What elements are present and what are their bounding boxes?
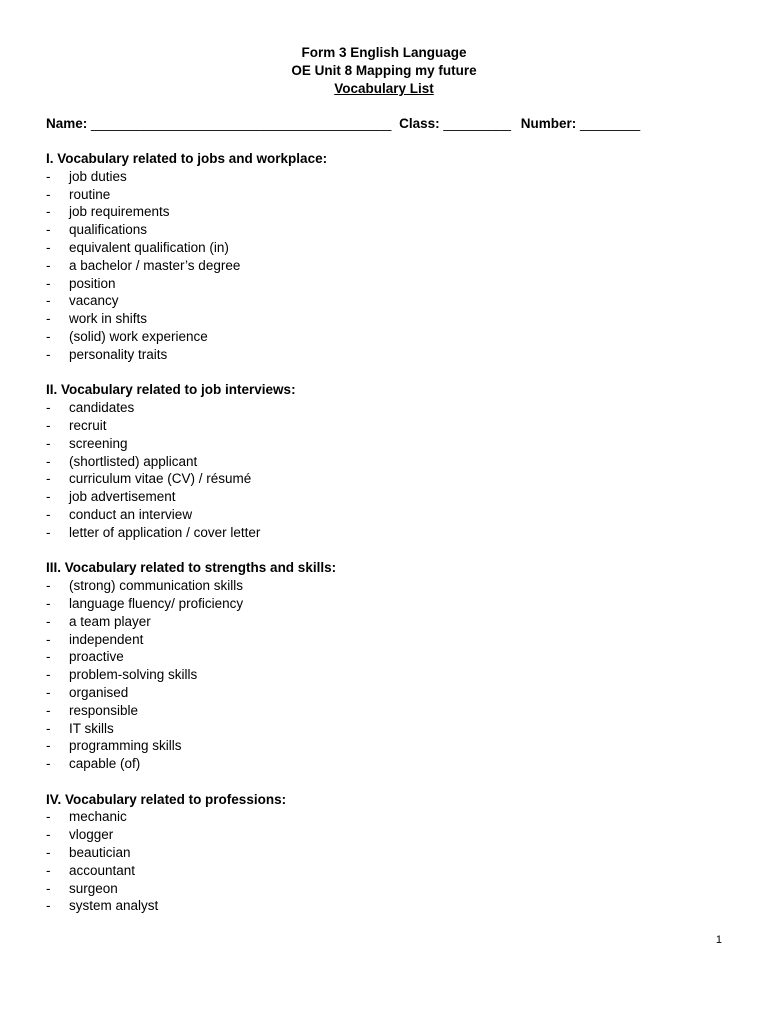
list-item bbox=[46, 292, 726, 310]
list-item bbox=[46, 577, 726, 595]
list-item bbox=[46, 702, 726, 720]
list-item bbox=[46, 808, 726, 826]
list-item bbox=[46, 826, 726, 844]
vocabulary-section bbox=[46, 791, 726, 916]
list-marker: - bbox=[46, 649, 51, 665]
unit-title: OE Unit 8 Mapping my future bbox=[291, 63, 477, 78]
vocabulary-section bbox=[46, 381, 726, 541]
vocabulary-term: qualifications bbox=[69, 222, 148, 238]
list-item bbox=[46, 595, 726, 613]
vocabulary-term: position bbox=[69, 275, 116, 291]
list-item bbox=[46, 310, 726, 328]
page-number: 1 bbox=[715, 934, 722, 946]
list-marker: - bbox=[46, 239, 51, 255]
list-marker: - bbox=[46, 631, 51, 647]
list-item bbox=[46, 862, 726, 880]
vocabulary-term: accountant bbox=[69, 862, 136, 878]
vocabulary-term: conduct an interview bbox=[69, 506, 193, 522]
section-title: I. Vocabulary related to jobs and workplace: bbox=[46, 151, 328, 166]
list-marker: - bbox=[46, 720, 51, 736]
vocabulary-term: recruit bbox=[69, 417, 107, 433]
list-marker: - bbox=[46, 756, 51, 772]
list-marker: - bbox=[46, 168, 51, 184]
list-item bbox=[46, 880, 726, 898]
list-item bbox=[46, 239, 726, 257]
vocabulary-term: programming skills bbox=[69, 738, 182, 754]
list-marker: - bbox=[46, 311, 51, 327]
list-item bbox=[46, 203, 726, 221]
vocabulary-term: vacancy bbox=[69, 293, 119, 309]
vocabulary-term: (shortlisted) applicant bbox=[69, 453, 198, 469]
vocabulary-term: vlogger bbox=[69, 827, 114, 843]
list-marker: - bbox=[46, 578, 51, 594]
list-marker: - bbox=[46, 489, 51, 505]
list-item bbox=[46, 417, 726, 435]
section-title: II. Vocabulary related to job interviews: bbox=[46, 382, 296, 398]
list-marker: - bbox=[46, 275, 51, 291]
vocabulary-term: personality traits bbox=[69, 346, 168, 362]
list-item bbox=[46, 648, 726, 666]
vocabulary-term: (solid) work experience bbox=[69, 328, 208, 344]
list-item bbox=[46, 897, 726, 915]
vocabulary-term: letter of application / cover letter bbox=[69, 524, 261, 540]
section-title: III. Vocabulary related to strengths and skills: bbox=[46, 560, 337, 576]
vocabulary-term: independent bbox=[69, 631, 144, 647]
vocabulary-term: (strong) communication skills bbox=[69, 578, 244, 594]
vocabulary-term: organised bbox=[69, 684, 129, 700]
vocabulary-term: capable (of) bbox=[69, 756, 141, 772]
vocabulary-section bbox=[46, 559, 726, 773]
list-item bbox=[46, 684, 726, 702]
vocabulary-term: problem-solving skills bbox=[69, 667, 198, 683]
list-marker: - bbox=[46, 613, 51, 629]
number-blank: ________ bbox=[580, 116, 641, 131]
vocabulary-term: beautician bbox=[69, 845, 131, 861]
vocabulary-term: screening bbox=[69, 435, 128, 451]
vocabulary-term: system analyst bbox=[69, 898, 159, 914]
list-marker: - bbox=[46, 827, 51, 843]
vocabulary-sections bbox=[46, 150, 726, 933]
list-marker: - bbox=[46, 684, 51, 700]
list-marker: - bbox=[46, 809, 51, 825]
list-item bbox=[46, 168, 726, 186]
number-label: Number: bbox=[520, 116, 577, 131]
list-marker: - bbox=[46, 506, 51, 522]
list-marker: - bbox=[46, 453, 51, 469]
list-item bbox=[46, 631, 726, 649]
list-item bbox=[46, 524, 726, 542]
vocabulary-term: proactive bbox=[69, 649, 124, 665]
list-marker: - bbox=[46, 524, 51, 540]
list-marker: - bbox=[46, 222, 51, 238]
list-marker: - bbox=[46, 738, 51, 754]
list-item bbox=[46, 488, 726, 506]
list-item bbox=[46, 666, 726, 684]
list-marker: - bbox=[46, 471, 51, 487]
vocabulary-section bbox=[46, 150, 726, 364]
list-item bbox=[46, 328, 726, 346]
list-marker: - bbox=[46, 862, 51, 878]
list-marker: - bbox=[46, 435, 51, 451]
vocabulary-term: work in shifts bbox=[69, 311, 148, 327]
name-label: Name: bbox=[46, 116, 88, 131]
vocabulary-term: candidates bbox=[69, 400, 135, 416]
list-marker: - bbox=[46, 880, 51, 896]
vocabulary-term: language fluency/ proficiency bbox=[69, 595, 244, 611]
class-label: Class: bbox=[399, 116, 440, 131]
class-blank: _________ bbox=[443, 116, 511, 131]
vocabulary-term: a team player bbox=[69, 613, 151, 629]
list-item bbox=[46, 506, 726, 524]
vocabulary-term: job requirements bbox=[69, 204, 170, 220]
list-marker: - bbox=[46, 667, 51, 683]
list-marker: - bbox=[46, 898, 51, 914]
list-item bbox=[46, 720, 726, 738]
vocabulary-term: responsible bbox=[69, 702, 139, 718]
vocabulary-term: job advertisement bbox=[69, 489, 176, 505]
list-item bbox=[46, 470, 726, 488]
vocabulary-term: a bachelor / master’s degree bbox=[69, 257, 241, 273]
list-marker: - bbox=[46, 257, 51, 273]
list-item bbox=[46, 346, 726, 364]
vocabulary-term: surgeon bbox=[69, 880, 118, 896]
vocabulary-term: equivalent qualification (in) bbox=[69, 239, 229, 255]
list-item bbox=[46, 257, 726, 275]
list-item bbox=[46, 186, 726, 204]
list-item bbox=[46, 275, 726, 293]
list-marker: - bbox=[46, 400, 51, 416]
list-item bbox=[46, 221, 726, 239]
vocabulary-term: job duties bbox=[69, 168, 127, 184]
list-title: Vocabulary List bbox=[334, 81, 434, 96]
section-title: IV. Vocabulary related to professions: bbox=[46, 791, 287, 807]
vocabulary-term: routine bbox=[69, 186, 111, 202]
vocabulary-term: IT skills bbox=[69, 720, 114, 736]
list-marker: - bbox=[46, 417, 51, 433]
list-marker: - bbox=[46, 346, 51, 362]
vocabulary-term: curriculum vitae (CV) / résumé bbox=[69, 471, 252, 487]
list-item bbox=[46, 613, 726, 631]
list-item bbox=[46, 737, 726, 755]
document-title: Form 3 English Language bbox=[301, 45, 467, 60]
list-item bbox=[46, 844, 726, 862]
list-item bbox=[46, 435, 726, 453]
list-item bbox=[46, 399, 726, 417]
list-marker: - bbox=[46, 186, 51, 202]
name-blank: ________________________________________ bbox=[91, 116, 392, 131]
list-marker: - bbox=[46, 328, 51, 344]
list-marker: - bbox=[46, 702, 51, 718]
list-marker: - bbox=[46, 204, 51, 220]
list-item bbox=[46, 755, 726, 773]
list-marker: - bbox=[46, 845, 51, 861]
student-info-row bbox=[46, 115, 640, 133]
list-marker: - bbox=[46, 595, 51, 611]
list-item bbox=[46, 453, 726, 471]
document-header bbox=[0, 44, 768, 98]
vocabulary-term: mechanic bbox=[69, 809, 127, 825]
list-marker: - bbox=[46, 293, 51, 309]
